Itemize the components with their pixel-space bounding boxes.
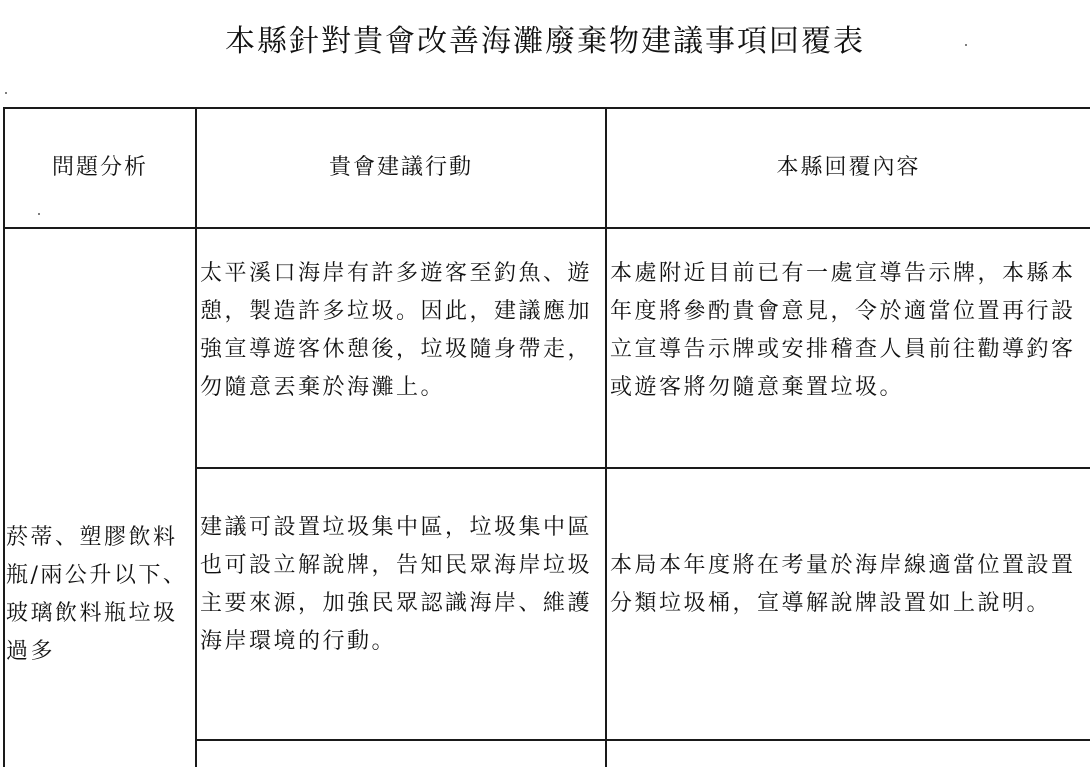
table-rule-row1-bottom bbox=[196, 467, 1090, 469]
row2-response: 本局本年度將在考量於海岸線適當位置設置分類垃圾桶，宣導解說牌設置如上說明。 bbox=[610, 553, 1076, 616]
header-suggested-action: 貴會建議行動 bbox=[328, 155, 473, 180]
reply-table bbox=[3, 107, 1090, 767]
scan-speck bbox=[965, 44, 967, 46]
row1-response: 本處附近目前已有一處宣導告示牌，本縣本年度將參酌貴會意見，令於適當位置再行設立宣導告示牌或安排稽查人員前往勸導釣客或遊客將勿隨意棄置垃圾。 bbox=[610, 261, 1076, 400]
table-rule-header-bottom bbox=[3, 227, 1090, 229]
scan-speck bbox=[5, 92, 7, 94]
header-issue-analysis: 問題分析 bbox=[51, 155, 148, 180]
issue-description: 菸蒂、塑膠飲料瓶/兩公升以下、玻璃飲料瓶垃圾過多 bbox=[6, 525, 188, 664]
scan-speck bbox=[38, 213, 40, 215]
header-county-response: 本縣回覆內容 bbox=[776, 155, 921, 180]
row2-suggestion: 建議可設置垃圾集中區，垃圾集中區也可設立解說牌，告知民眾海岸垃圾主要來源，加強民眾認識海岸、維護海岸環境的行動。 bbox=[200, 515, 593, 654]
table-rule-row2-bottom bbox=[196, 739, 1090, 741]
document-title: 本縣針對貴會改善海灘廢棄物建議事項回覆表 bbox=[225, 24, 865, 59]
row1-suggestion: 太平溪口海岸有許多遊客至釣魚、遊憩，製造許多垃圾。因此，建議應加強宣導遊客休憩後，垃圾隨身帶走，勿隨意丟棄於海灘上。 bbox=[200, 261, 593, 400]
